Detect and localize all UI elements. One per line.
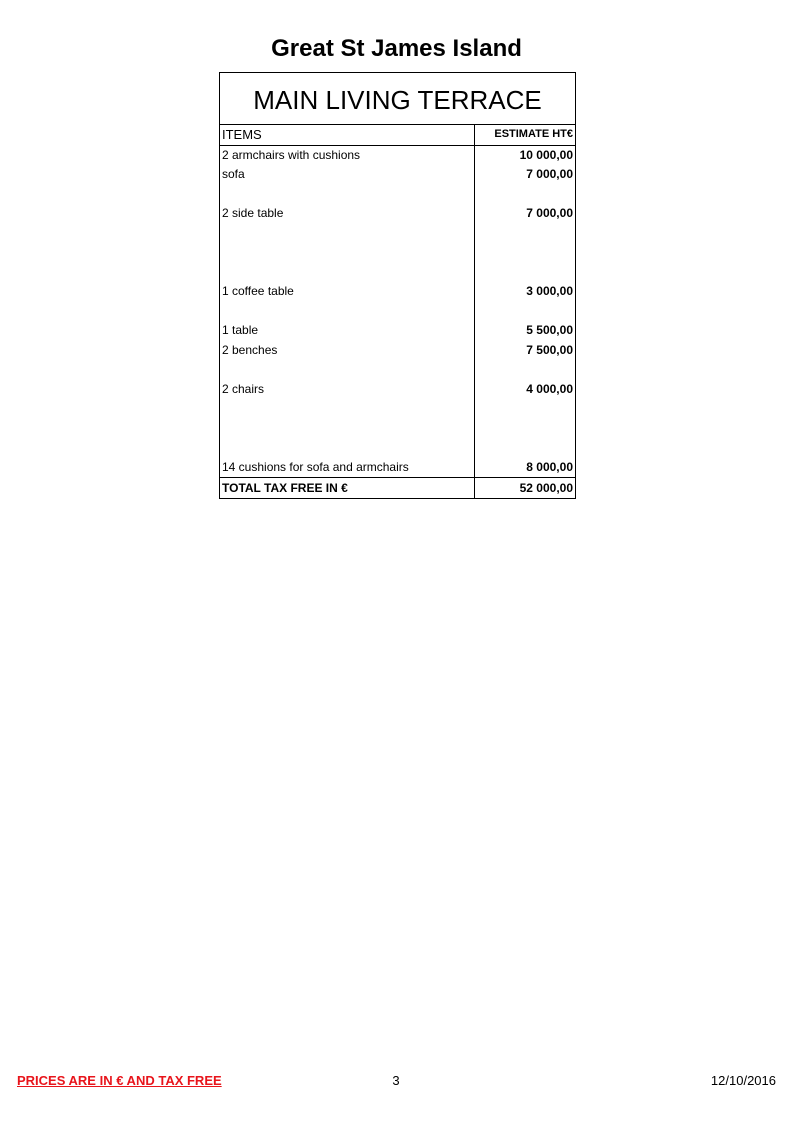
table-row [220,380,575,400]
item-cell: 2 side table [220,204,475,224]
section-title: MAIN LIVING TERRACE [220,73,575,125]
item-cell: 1 table [220,321,475,341]
table-body [220,146,575,478]
table-row [220,419,575,439]
page-number: 3 [392,1073,400,1088]
amount-cell: 10 000,00 [519,147,573,162]
item-cell: 2 armchairs with cushions [220,146,475,166]
table-row [220,458,575,478]
estimate-table [219,72,576,499]
prices-note: PRICES ARE IN € AND TAX FREE [17,1073,222,1088]
amount-cell [475,438,575,458]
table-header-row [220,125,575,146]
table-row [220,165,575,185]
amount-cell: 5 500,00 [526,323,573,337]
table-row [220,438,575,458]
item-cell [220,438,475,458]
table-row [220,321,575,341]
amount-cell [475,243,575,263]
table-row [220,302,575,322]
amount-cell: 3 000,00 [526,284,573,298]
table-row [220,282,575,302]
item-cell: 2 benches [220,341,475,361]
amount-cell: 7 000,00 [526,167,573,181]
amount-cell [475,185,575,205]
item-cell [220,419,475,439]
item-cell [220,243,475,263]
item-cell [220,224,475,244]
document-title: Great St James Island [271,35,522,62]
total-label: TOTAL TAX FREE IN € [220,478,475,498]
item-cell [220,399,475,419]
document-date: 12/10/2016 [710,1073,776,1088]
item-cell: sofa [220,165,475,185]
amount-cell: 8 000,00 [526,459,573,474]
header-estimate: ESTIMATE HT€ [494,128,573,140]
total-row [220,477,575,498]
table-row [220,341,575,361]
amount-cell [475,263,575,283]
amount-cell [475,302,575,322]
item-cell: 2 chairs [220,380,475,400]
header-items: ITEMS [220,125,475,145]
amount-cell [475,419,575,439]
table-row [220,204,575,224]
table-row [220,146,575,166]
amount-cell: 7 000,00 [526,206,573,220]
amount-cell [475,224,575,244]
amount-cell: 4 000,00 [526,381,573,396]
item-cell [220,185,475,205]
table-row [220,185,575,205]
amount-cell: 7 500,00 [526,342,573,357]
item-cell: 1 coffee table [220,282,475,302]
table-row [220,399,575,419]
table-row [220,360,575,380]
table-row [220,243,575,263]
table-row [220,224,575,244]
item-cell [220,263,475,283]
total-amount: 52 000,00 [519,481,573,495]
item-cell: 14 cushions for sofa and armchairs [220,458,475,478]
item-cell [220,360,475,380]
table-row [220,263,575,283]
amount-cell [475,360,575,380]
amount-cell [475,399,575,419]
item-cell [220,302,475,322]
